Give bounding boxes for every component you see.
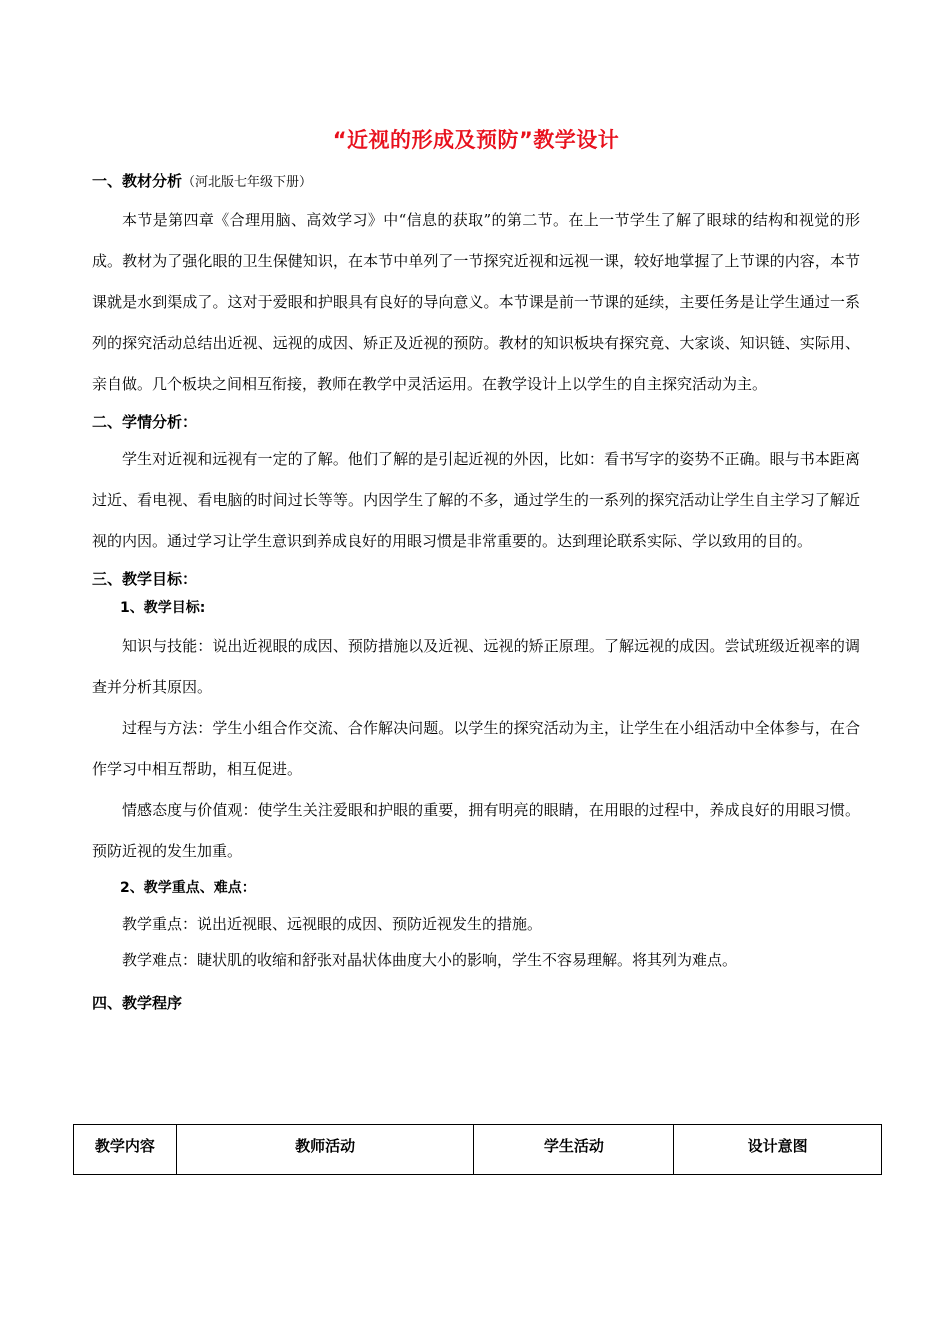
section-heading-text: 一、教材分析 [92, 172, 183, 190]
section-heading-teaching-procedure: 四、教学程序 [92, 994, 183, 1012]
key-point-paragraph: 教学重点：说出近视眼、远视眼的成因、预防近视发生的措施。 [122, 915, 543, 933]
document-title: “近视的形成及预防”教学设计 [332, 128, 620, 152]
student-analysis-paragraph: 学生对近视和远视有一定的了解。他们了解的是引起近视的外因，比如：看书写字的姿势不正确。眼与书本距离过近、看电视、看电脑的时间过长等等。内因学生了解的不多，通过学生的一系列的探究活动让学生自主学习了解近视的内因。通过学习让学生意识到养成良好的用眼习惯是非常重要的。达到理论联系实际、学以致用的目的。 [92, 450, 860, 550]
goal-process-paragraph: 过程与方法：学生小组合作交流、合作解决问题。以学生的探究活动为主，让学生在小组活动中全体参与，在合作学习中相互帮助，相互促进。 [92, 719, 860, 778]
difficulty-paragraph: 教学难点：睫状肌的收缩和舒张对晶状体曲度大小的影响，学生不容易理解。将其列为难点。 [122, 951, 738, 969]
section-heading-sub: （河北版七年级下册） [182, 175, 313, 190]
table-header-row [74, 1125, 882, 1175]
table-header-cell: 教师活动 [176, 1125, 474, 1175]
teaching-procedure-table [73, 1124, 882, 1175]
table-header-cell: 设计意图 [674, 1125, 882, 1175]
subheading-key-points: 2、教学重点、难点： [120, 880, 256, 896]
subheading-teaching-goals: 1、教学目标: [120, 600, 206, 616]
section-heading-teaching-goals: 三、教学目标： [92, 570, 198, 588]
goal-knowledge-paragraph: 知识与技能：说出近视眼的成因、预防措施以及近视、远视的矫正原理。了解远视的成因。尝试班级近视率的调查并分析其原因。 [92, 637, 860, 696]
textbook-analysis-paragraph: 本节是第四章《合理用脑、高效学习》中“信息的获取”的第二节。在上一节学生了解了眼球的结构和视觉的形成。教材为了强化眼的卫生保健知识，在本节中单列了一节探究近视和远视一课，较好地掌握了上节课的内容，本节课就是水到渠成了。这对于爱眼和护眼具有良好的导向意义。本节课是前一节课的延续，主要任务是让学生通过一系列的探究活动总结出近视、远视的成因、矫正及近视的预防。教材的知识板块有探究竟、大家谈、知识链、实际用、亲自做。几个板块之间相互衔接，教师在教学中灵活运用。在教学设计上以学生的自主探究活动为主。 [92, 211, 860, 393]
table-header-cell: 学生活动 [474, 1125, 674, 1175]
table-header-cell: 教学内容 [74, 1125, 177, 1175]
section-heading-textbook-analysis [92, 170, 860, 194]
document-page [92, 118, 860, 1020]
section-heading-student-analysis: 二、学情分析： [92, 413, 198, 431]
goal-emotion-paragraph: 情感态度与价值观：使学生关注爱眼和护眼的重要，拥有明亮的眼睛，在用眼的过程中，养成良好的用眼习惯。预防近视的发生加重。 [92, 801, 860, 860]
